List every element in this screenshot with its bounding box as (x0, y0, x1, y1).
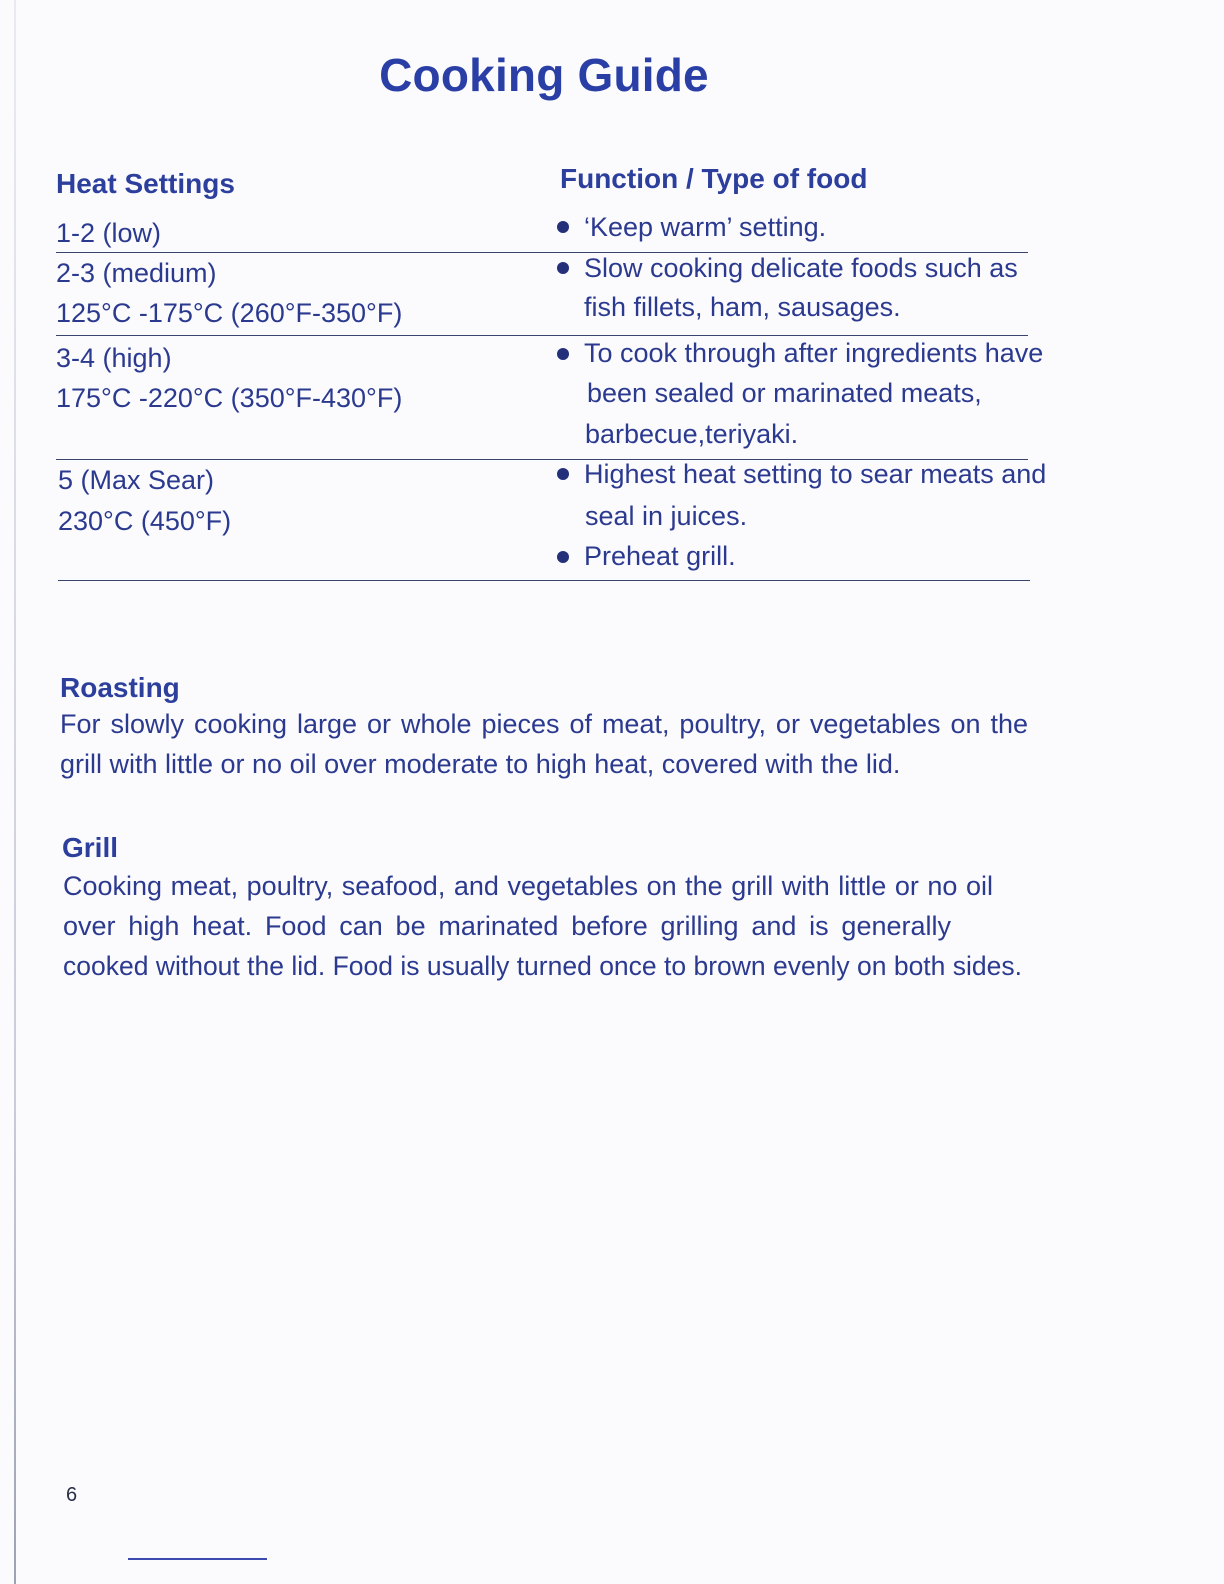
row2-heat-label: 2-3 (medium) (56, 258, 217, 288)
grill-paragraph (63, 866, 993, 906)
row2-bullet (557, 262, 569, 274)
row2-function-line2: fish fillets, ham, sausages. (584, 292, 901, 322)
roasting-paragraph (60, 704, 1028, 784)
grill-line1: Cooking meat, poultry, seafood, and vegetables on the grill with little or no oil (63, 871, 993, 901)
table-bottom-rule (58, 580, 1030, 581)
function-header: Function / Type of food (560, 163, 868, 194)
row4-heat-label: 5 (Max Sear) (58, 465, 215, 495)
row3-bullet (557, 348, 569, 360)
page-number: 6 (66, 1484, 78, 1506)
row1-heat-label: 1-2 (low) (56, 218, 162, 248)
grill-line2: over high heat. Food can be marinated before grilling and is generally (63, 911, 951, 941)
row3-function-line1: To cook through after ingredients have (584, 338, 1044, 368)
row4-function-line1: Highest heat setting to sear meats and (584, 459, 1047, 489)
row3-heat-temp: 175°C -220°C (350°F-430°F) (56, 383, 403, 413)
footer-rule (128, 1558, 267, 1560)
roasting-line1: For slowly cooking large or whole pieces of meat, poultry, or vegetables on the (60, 709, 1028, 739)
row1-bullet (557, 221, 569, 233)
row4-bullet (557, 468, 569, 480)
row3-function-line2: been sealed or marinated meats, (587, 378, 982, 408)
row4-extra-function: Preheat grill. (584, 541, 736, 571)
row2-heat-temp: 125°C -175°C (260°F-350°F) (56, 298, 403, 328)
row4-function-line2: seal in juices. (585, 501, 748, 531)
row3-heat-label: 3-4 (high) (56, 343, 172, 373)
row2-function-line1: Slow cooking delicate foods such as (584, 253, 1018, 283)
grill-line3: cooked without the lid. Food is usually turned once to brown evenly on both sides. (63, 951, 1022, 981)
grill-heading: Grill (62, 832, 119, 863)
heat-settings-header: Heat Settings (56, 168, 235, 199)
roasting-heading: Roasting (60, 672, 180, 703)
page-title: Cooking Guide (379, 49, 709, 101)
grill-paragraph-line2 (63, 906, 951, 946)
row4-heat-temp: 230°C (450°F) (58, 506, 232, 536)
roasting-line2: grill with little or no oil over moderate to high heat, covered with the lid. (60, 749, 901, 779)
row1-function-line1: ‘Keep warm’ setting. (584, 212, 827, 242)
row3-function-line3: barbecue,teriyaki. (585, 419, 799, 449)
row4-extra-bullet (557, 551, 569, 563)
page-edge-shadow (14, 0, 16, 1584)
